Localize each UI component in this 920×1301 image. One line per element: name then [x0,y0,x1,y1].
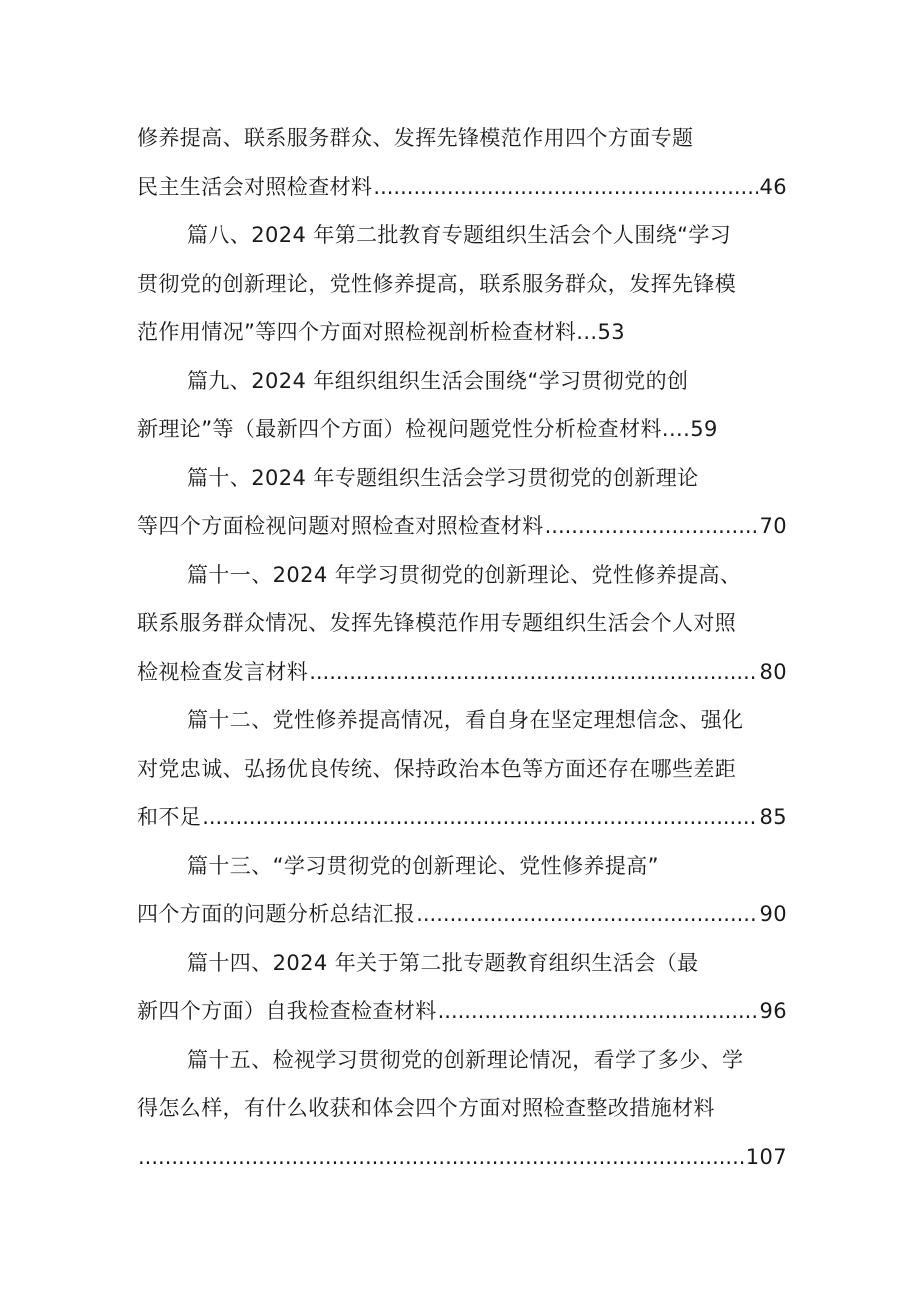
toc-entry-last-line [137,648,787,697]
toc-entry-line: 篇十一、2024 年学习贯彻党的创新理论、党性修养提高、 [187,562,742,587]
toc-entry-line: 篇十四、2024 年关于第二批专题教育组织生活会（最 [187,950,699,975]
toc-entry[interactable] [137,939,787,1036]
toc-entry[interactable] [137,551,787,697]
toc-entry-last-line [137,163,787,212]
toc-entry-title: 民主生活会对照检查材料 [137,174,373,199]
toc-page-number: 80 [759,659,787,684]
toc-entry-line: 篇九、2024 年组织组织生活会围绕“学习贯彻党的创 [187,368,689,393]
toc-entry[interactable] [137,454,787,551]
toc-page-number: 53 [597,320,626,344]
toc-entry-line: 篇十、2024 年专题组织生活会学习贯彻党的创新理论 [187,465,699,490]
toc-page-number: 46 [759,174,787,199]
toc-entry-last-line [137,308,787,357]
toc-entry-last-line [137,987,787,1036]
toc-page-number: 59 [690,417,718,441]
dot-leader [438,987,759,1036]
toc-page-number: 107 [745,1144,787,1169]
toc-page-number: 85 [759,805,787,829]
dot-leader [416,890,758,939]
toc-entry[interactable] [137,114,787,211]
toc-page-number: 96 [759,999,787,1023]
toc-entry[interactable] [137,357,787,454]
toc-entry-line: 篇十五、检视学习贯彻党的创新理论情况，看学了多少、学 [187,1047,744,1072]
toc-entry-line: 篇八、2024 年第二批教育专题组织生活会个人围绕“学习 [187,223,732,247]
toc-entry-title: 新理论”等（最新四个方面）检视问题党性分析检查材料.... [137,417,691,441]
toc-entry-title: 新四个方面）自我检查检查材料 [137,999,437,1023]
toc-entry-line: 修养提高、联系服务群众、发挥先锋模范作用四个方面专题 [137,126,694,150]
dot-leader [202,793,758,842]
toc-entry-last-line [137,890,787,939]
toc-entry-last-line [137,1133,787,1182]
toc-entry-line: 篇十二、党性修养提高情况，看自身在坚定理想信念、强化 [187,708,744,732]
toc-entry-title: 和不足 [137,805,202,829]
toc-entry-last-line [137,502,787,551]
dot-leader [373,163,758,212]
toc-entry[interactable] [137,1036,787,1182]
table-of-contents [137,114,787,1181]
toc-entry-line: 联系服务群众情况、发挥先锋模范作用专题组织生活会个人对照 [137,611,737,635]
toc-page-number: 70 [759,514,787,538]
toc-entry-title: 等四个方面检视问题对照检查对照检查材料 [137,514,544,538]
toc-entry-line: 得怎么样，有什么收获和体会四个方面对照检查整改措施材料 [137,1096,715,1120]
toc-entry-line: 对党忠诚、弘扬优良传统、保持政治本色等方面还存在哪些差距 [137,756,737,781]
toc-entry-title: 范作用情况”等四个方面对照检视剖析检查材料... [137,320,598,344]
toc-page-number: 90 [759,902,787,926]
dot-leader [309,648,758,697]
dot-leader [545,502,759,551]
toc-entry[interactable] [137,696,787,842]
toc-entry[interactable] [137,211,787,357]
toc-entry-title: 检视检查发言材料 [137,659,309,684]
toc-entry[interactable] [137,842,787,939]
toc-entry-line: 贯彻党的创新理论，党性修养提高，联系服务群众，发挥先锋模 [137,271,737,296]
toc-entry-title: 四个方面的问题分析总结汇报 [137,902,416,926]
toc-entry-line: 篇十三、“学习贯彻党的创新理论、党性修养提高” [187,853,659,878]
toc-entry-last-line [137,793,787,842]
toc-entry-last-line [137,405,787,454]
dot-leader [138,1133,745,1182]
